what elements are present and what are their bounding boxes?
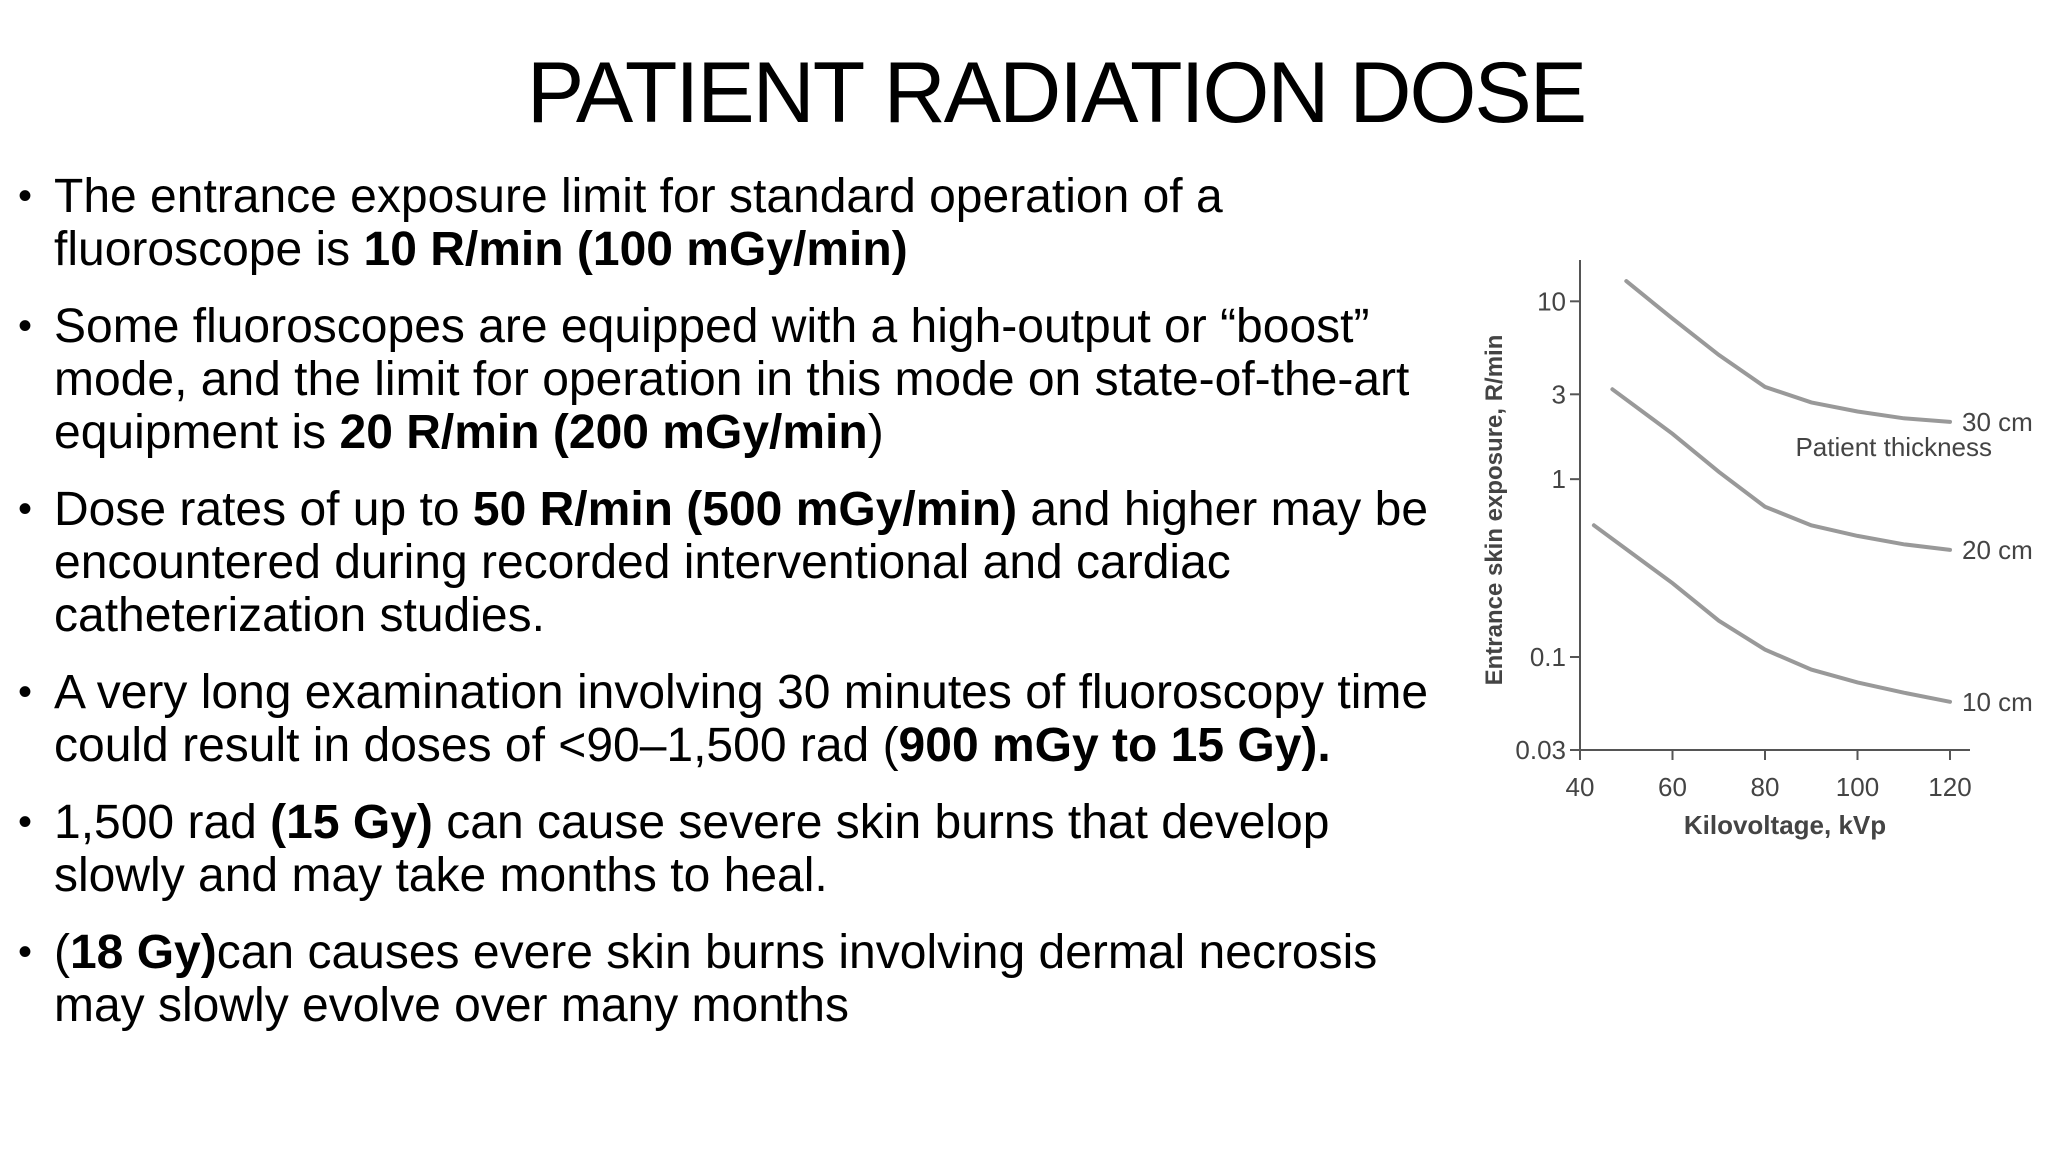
bullet-dot-icon: • [18, 487, 33, 531]
bullet-text-bold: 900 mGy to 15 Gy). [898, 719, 1331, 772]
bullet-item [18, 796, 1458, 902]
y-axis-label: Entrance skin exposure, R/min [1481, 334, 1508, 686]
bullet-item [18, 170, 1458, 276]
bullet-text: and higher may be encountered during recorded interventional and cardiac catheterization studies. [54, 483, 1429, 642]
bullet-text: Some fluoroscopes are equipped with a high-output or “boost” mode, and the limit for operation in this mode on state-of-the-art equipment is [54, 300, 1410, 459]
bullet-item [18, 666, 1458, 772]
bullet-text: A very long examination involving 30 minutes of fluoroscopy time could result in doses of <90–1,500 rad ( [54, 666, 1429, 772]
exposure-chart [1480, 250, 2040, 850]
bullet-dot-icon: • [18, 174, 33, 218]
bullet-item [18, 926, 1458, 1032]
y-tick-label: 0.03 [1515, 735, 1566, 765]
bullet-text: Dose rates of up to [54, 483, 473, 536]
bullet-text: can cause severe skin burns that develop slowly and may take months to heal. [54, 796, 1330, 902]
legend-title: Patient thickness [1795, 431, 1992, 462]
x-tick-label: 80 [1750, 772, 1780, 802]
bullet-text-bold: 10 R/min (100 mGy/min) [363, 223, 908, 276]
bullet-dot-icon: • [18, 670, 33, 714]
bullet-text-bold: 50 R/min (500 mGy/min) [472, 483, 1018, 536]
slide-title: PATIENT RADIATION DOSE [526, 45, 1586, 141]
bullet-item [18, 300, 1458, 459]
bullet-text-bold: (15 Gy) [270, 796, 433, 849]
x-tick-label: 60 [1658, 772, 1687, 802]
y-tick-label: 0.1 [1529, 642, 1566, 673]
x-axis-label: Kilovoltage, kVp [1683, 810, 1887, 840]
bullet-list [18, 170, 1458, 1056]
bullet-text: The entrance exposure limit for standard operation of a fluoroscope is [54, 170, 1223, 276]
bullet-dot-icon: • [18, 304, 33, 348]
bullet-dot-icon: • [18, 930, 33, 974]
bullet-dot-icon: • [18, 800, 33, 844]
x-tick-label: 120 [1928, 772, 1972, 802]
y-tick-label: 3 [1551, 379, 1566, 410]
x-tick-label: 40 [1565, 772, 1595, 802]
bullet-text: ( [54, 926, 70, 979]
y-tick-label: 1 [1551, 464, 1566, 495]
x-tick-label: 100 [1835, 772, 1880, 802]
bullet-text-bold: 20 R/min (200 mGy/min [339, 406, 868, 459]
bullet-text-bold: 18 Gy) [69, 926, 217, 979]
bullet-text: ) [867, 406, 884, 459]
bullet-item [18, 483, 1458, 642]
y-tick-label: 10 [1537, 286, 1566, 317]
series-label: 20 cm [1962, 534, 2033, 565]
bullet-text: 1,500 rad [54, 796, 271, 849]
series-label: 10 cm [1962, 686, 2033, 717]
bullet-text: can causes evere skin burns involving dermal necrosis may slowly evolve over many months [54, 926, 1378, 1032]
series-label: 30 cm [1962, 406, 2033, 437]
